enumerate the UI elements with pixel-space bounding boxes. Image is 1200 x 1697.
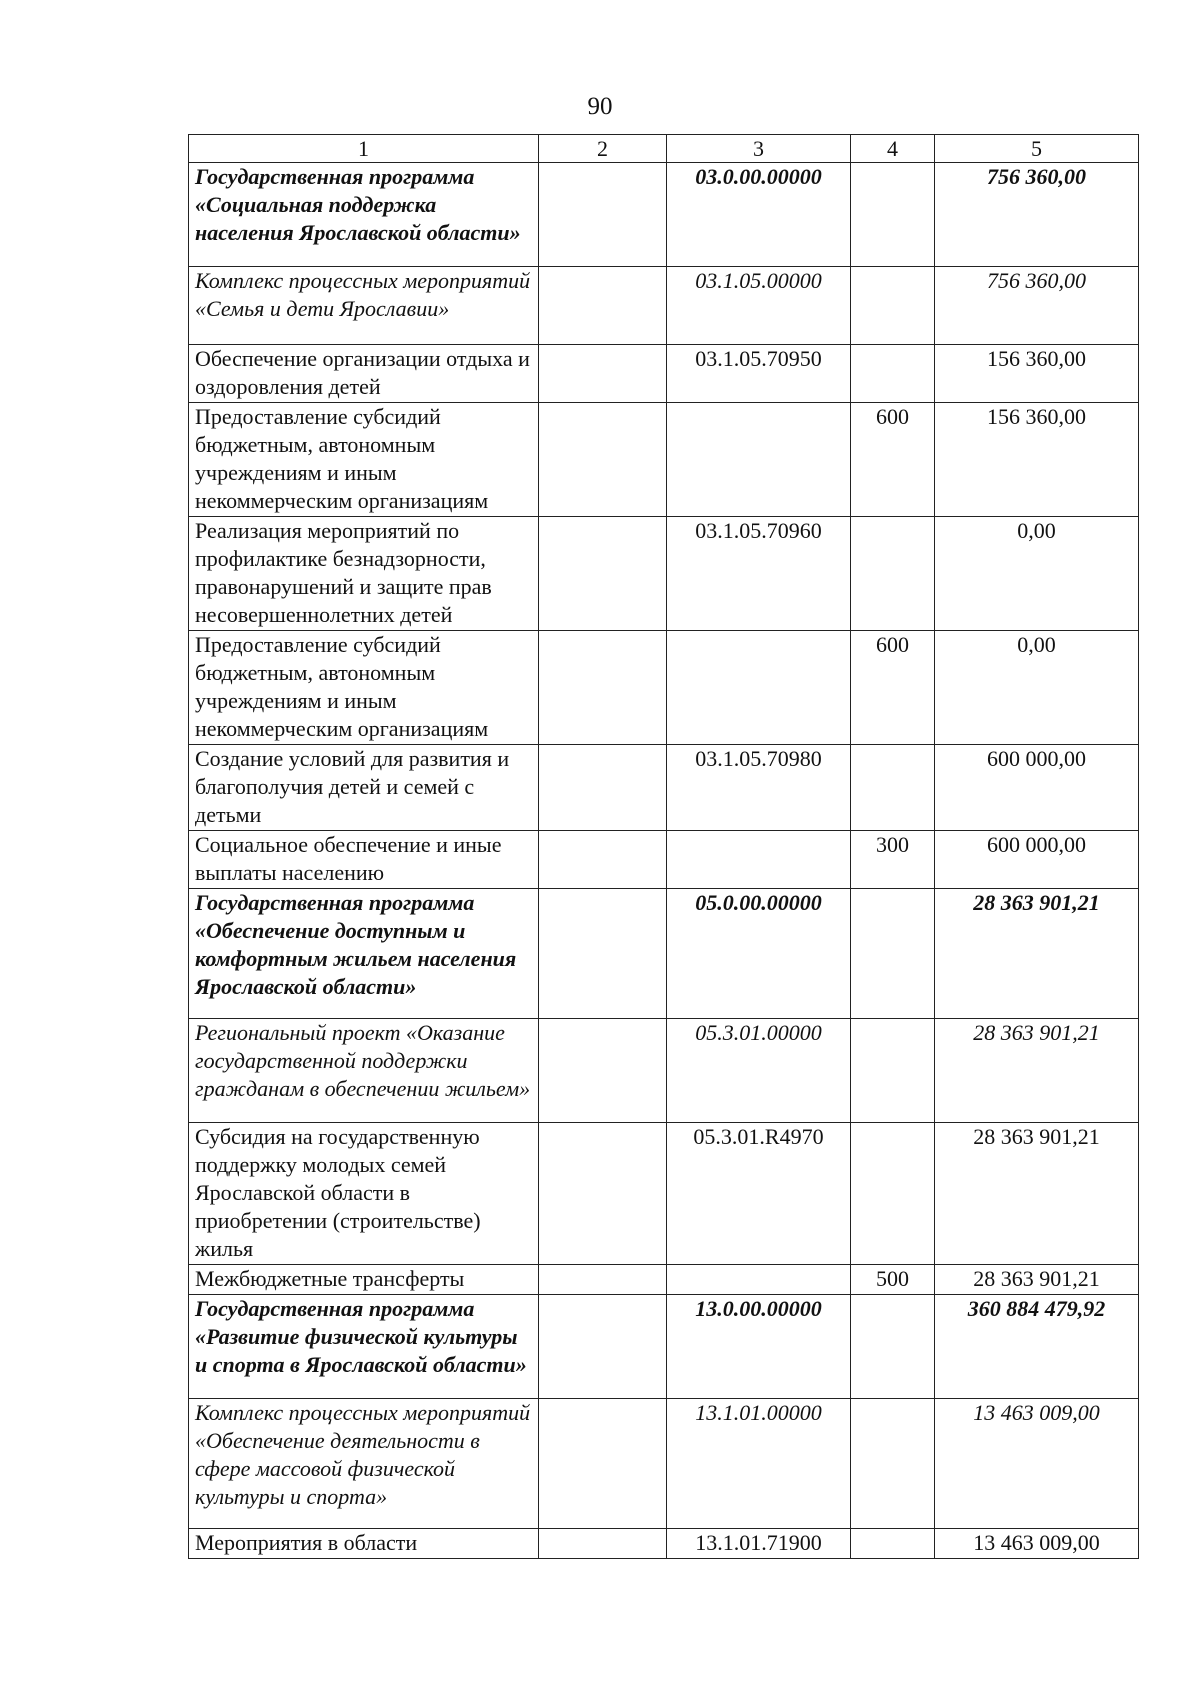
cell-type [851, 889, 935, 1019]
cell-col-2 [539, 1019, 667, 1123]
cell-name: Комплекс процессных мероприятий «Обеспечение деятельности в сфере массовой физической культуры и спорта» [189, 1399, 539, 1529]
cell-col-2 [539, 631, 667, 745]
cell-code: 03.1.05.70950 [667, 345, 851, 403]
table-row [189, 1399, 1139, 1529]
cell-name: Субсидия на государственную поддержку молодых семей Ярославской области в приобретении (строительстве) жилья [189, 1123, 539, 1265]
header-col-1: 1 [189, 135, 539, 163]
cell-code: 03.1.05.70960 [667, 517, 851, 631]
cell-amount: 13 463 009,00 [935, 1529, 1139, 1559]
cell-col-2 [539, 1265, 667, 1295]
cell-col-2 [539, 1529, 667, 1559]
cell-name: Предоставление субсидий бюджетным, автономным учреждениям и иным некоммерческим организациям [189, 403, 539, 517]
cell-name: Мероприятия в области [189, 1529, 539, 1559]
cell-code [667, 403, 851, 517]
cell-name: Межбюджетные трансферты [189, 1265, 539, 1295]
cell-amount: 756 360,00 [935, 163, 1139, 267]
table-body [189, 163, 1139, 1559]
table-row [189, 163, 1139, 267]
cell-code [667, 1265, 851, 1295]
cell-col-2 [539, 163, 667, 267]
cell-name: Реализация мероприятий по профилактике безнадзорности, правонарушений и защите прав несовершеннолетних детей [189, 517, 539, 631]
cell-col-2 [539, 403, 667, 517]
cell-col-2 [539, 1399, 667, 1529]
page-number: 90 [587, 93, 613, 120]
table-row [189, 345, 1139, 403]
cell-code: 13.0.00.00000 [667, 1295, 851, 1399]
table-row [189, 831, 1139, 889]
table-row [189, 1265, 1139, 1295]
cell-code [667, 631, 851, 745]
header-col-3: 3 [667, 135, 851, 163]
cell-type [851, 345, 935, 403]
cell-type [851, 1123, 935, 1265]
cell-code: 05.3.01.R4970 [667, 1123, 851, 1265]
cell-code: 03.0.00.00000 [667, 163, 851, 267]
cell-amount: 0,00 [935, 517, 1139, 631]
cell-amount: 756 360,00 [935, 267, 1139, 345]
cell-col-2 [539, 831, 667, 889]
cell-amount: 28 363 901,21 [935, 1019, 1139, 1123]
cell-type [851, 1295, 935, 1399]
cell-col-2 [539, 1123, 667, 1265]
cell-amount: 156 360,00 [935, 403, 1139, 517]
cell-name: Комплекс процессных мероприятий «Семья и дети Ярославии» [189, 267, 539, 345]
table-row [189, 517, 1139, 631]
cell-code [667, 831, 851, 889]
cell-amount: 28 363 901,21 [935, 889, 1139, 1019]
table-row [189, 889, 1139, 1019]
cell-type [851, 745, 935, 831]
budget-table [188, 134, 1139, 1559]
cell-amount: 13 463 009,00 [935, 1399, 1139, 1529]
table-row [189, 1019, 1139, 1123]
cell-type [851, 1399, 935, 1529]
table-row [189, 1295, 1139, 1399]
cell-type [851, 163, 935, 267]
cell-type [851, 267, 935, 345]
cell-name: Социальное обеспечение и иные выплаты населению [189, 831, 539, 889]
cell-name: Предоставление субсидий бюджетным, автономным учреждениям и иным некоммерческим организациям [189, 631, 539, 745]
cell-col-2 [539, 745, 667, 831]
cell-type [851, 1019, 935, 1123]
table-row [189, 267, 1139, 345]
cell-code: 03.1.05.00000 [667, 267, 851, 345]
cell-code: 05.3.01.00000 [667, 1019, 851, 1123]
header-col-5: 5 [935, 135, 1139, 163]
cell-col-2 [539, 1295, 667, 1399]
cell-type: 600 [851, 631, 935, 745]
cell-col-2 [539, 267, 667, 345]
cell-name: Создание условий для развития и благополучия детей и семей с детьми [189, 745, 539, 831]
cell-type [851, 517, 935, 631]
cell-amount: 28 363 901,21 [935, 1265, 1139, 1295]
cell-amount: 600 000,00 [935, 831, 1139, 889]
cell-type: 600 [851, 403, 935, 517]
table-row [189, 1529, 1139, 1559]
cell-code: 03.1.05.70980 [667, 745, 851, 831]
cell-name: Региональный проект «Оказание государственной поддержки гражданам в обеспечении жильем» [189, 1019, 539, 1123]
cell-amount: 600 000,00 [935, 745, 1139, 831]
table-row [189, 631, 1139, 745]
header-row [189, 135, 1139, 163]
cell-amount: 0,00 [935, 631, 1139, 745]
cell-name: Государственная программа «Обеспечение доступным и комфортным жильем населения Ярославской области» [189, 889, 539, 1019]
cell-name: Обеспечение организации отдыха и оздоровления детей [189, 345, 539, 403]
cell-col-2 [539, 889, 667, 1019]
table-row [189, 403, 1139, 517]
cell-name: Государственная программа «Социальная поддержка населения Ярославской области» [189, 163, 539, 267]
header-col-2: 2 [539, 135, 667, 163]
header-col-4: 4 [851, 135, 935, 163]
table-row [189, 1123, 1139, 1265]
cell-code: 13.1.01.00000 [667, 1399, 851, 1529]
cell-amount: 360 884 479,92 [935, 1295, 1139, 1399]
cell-type: 300 [851, 831, 935, 889]
cell-code: 13.1.01.71900 [667, 1529, 851, 1559]
cell-type: 500 [851, 1265, 935, 1295]
table-row [189, 745, 1139, 831]
cell-amount: 156 360,00 [935, 345, 1139, 403]
cell-type [851, 1529, 935, 1559]
cell-col-2 [539, 517, 667, 631]
cell-col-2 [539, 345, 667, 403]
cell-amount: 28 363 901,21 [935, 1123, 1139, 1265]
cell-name: Государственная программа «Развитие физической культуры и спорта в Ярославской области» [189, 1295, 539, 1399]
cell-code: 05.0.00.00000 [667, 889, 851, 1019]
